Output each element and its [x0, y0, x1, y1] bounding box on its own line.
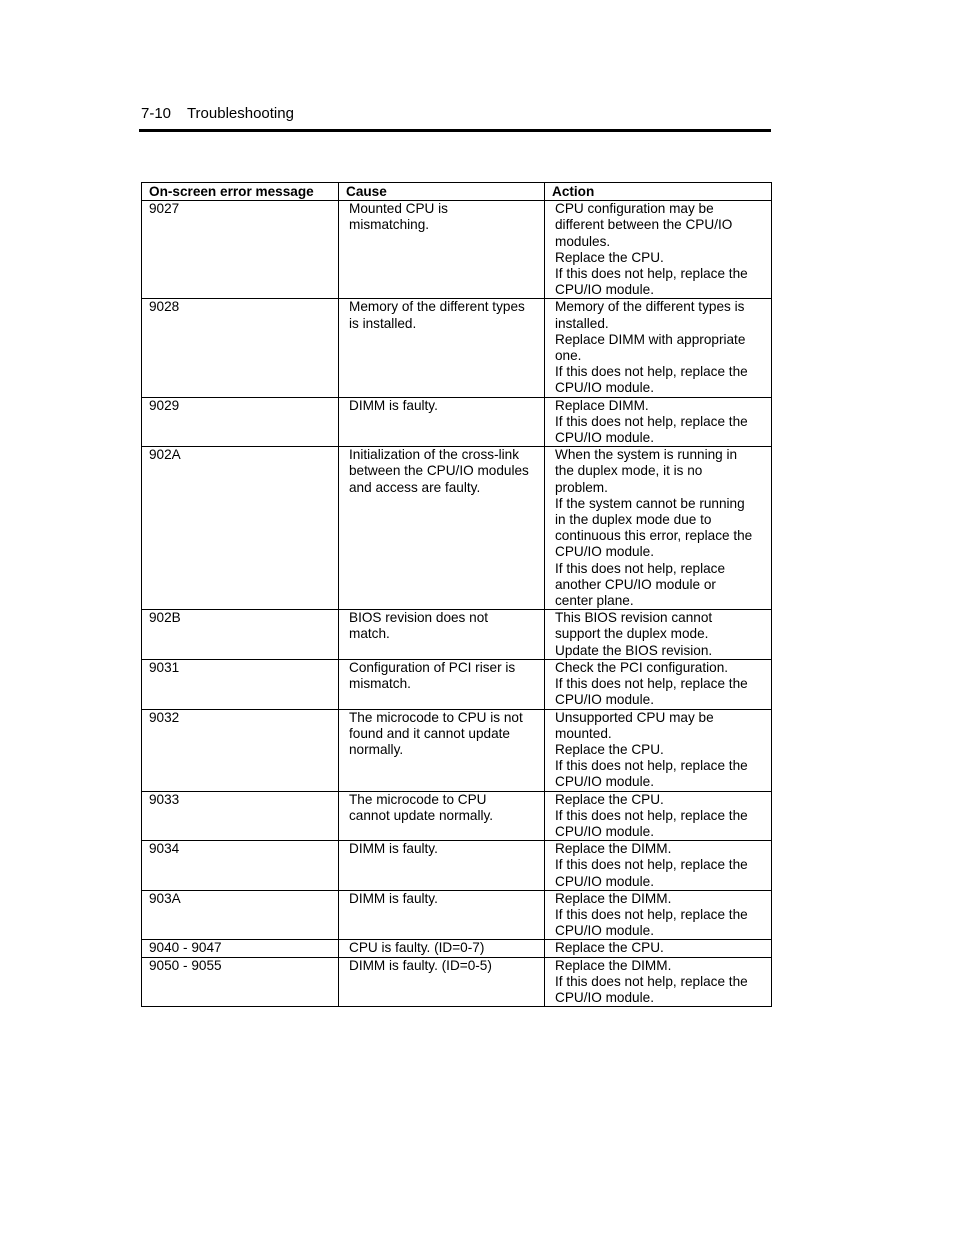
- column-header-action: Action: [545, 183, 772, 201]
- table-row: [142, 709, 772, 791]
- action-cell: Replace the DIMM. If this does not help, replace the CPU/IO module.: [545, 957, 772, 1007]
- table-row: [142, 610, 772, 660]
- action-cell: This BIOS revision cannot support the duplex mode. Update the BIOS revision.: [545, 610, 772, 660]
- cause-cell: DIMM is faulty.: [339, 841, 545, 891]
- column-header-message: On-screen error message: [142, 183, 339, 201]
- action-cell: Replace the CPU.: [545, 940, 772, 957]
- table-header-row: [142, 183, 772, 201]
- error-code-cell: 903A: [142, 890, 339, 940]
- page-number: 7-10: [141, 105, 172, 122]
- cause-cell: Mounted CPU is mismatching.: [339, 201, 545, 299]
- error-code-cell: 902B: [142, 610, 339, 660]
- table-row: [142, 447, 772, 610]
- table-row: [142, 397, 772, 447]
- cause-cell: DIMM is faulty.: [339, 397, 545, 447]
- cause-cell: BIOS revision does not match.: [339, 610, 545, 660]
- table-row: [142, 940, 772, 957]
- action-cell: Check the PCI configuration. If this does not help, replace the CPU/IO module.: [545, 659, 772, 709]
- error-code-cell: 9040 - 9047: [142, 940, 339, 957]
- column-header-cause: Cause: [339, 183, 545, 201]
- error-code-cell: 902A: [142, 447, 339, 610]
- table-row: [142, 659, 772, 709]
- header-rule: [139, 129, 771, 132]
- table-row: [142, 791, 772, 841]
- cause-cell: DIMM is faulty.: [339, 890, 545, 940]
- action-cell: Replace the DIMM. If this does not help, replace the CPU/IO module.: [545, 841, 772, 891]
- page-header: [141, 104, 294, 124]
- error-code-cell: 9028: [142, 299, 339, 397]
- table-row: [142, 890, 772, 940]
- table-row: [142, 201, 772, 299]
- error-code-cell: 9032: [142, 709, 339, 791]
- cause-cell: The microcode to CPU is not found and it cannot update normally.: [339, 709, 545, 791]
- action-cell: Replace DIMM. If this does not help, replace the CPU/IO module.: [545, 397, 772, 447]
- action-cell: Unsupported CPU may be mounted. Replace the CPU. If this does not help, replace the CPU/IO module.: [545, 709, 772, 791]
- error-code-cell: 9050 - 9055: [142, 957, 339, 1007]
- error-code-cell: 9029: [142, 397, 339, 447]
- table-row: [142, 841, 772, 891]
- action-cell: When the system is running in the duplex mode, it is no problem. If the system cannot be running in the duplex mode due to continuous this error, replace the CPU/IO module. If this does not help, replace another CPU/IO module or center plane.: [545, 447, 772, 610]
- error-code-cell: 9034: [142, 841, 339, 891]
- cause-cell: Configuration of PCI riser is mismatch.: [339, 659, 545, 709]
- action-cell: Replace the CPU. If this does not help, replace the CPU/IO module.: [545, 791, 772, 841]
- cause-cell: CPU is faulty. (ID=0-7): [339, 940, 545, 957]
- action-cell: Replace the DIMM. If this does not help, replace the CPU/IO module.: [545, 890, 772, 940]
- action-cell: Memory of the different types is installed. Replace DIMM with appropriate one. If this does not help, replace the CPU/IO module.: [545, 299, 772, 397]
- cause-cell: The microcode to CPU cannot update normally.: [339, 791, 545, 841]
- cause-cell: Memory of the different types is installed.: [339, 299, 545, 397]
- action-cell: CPU configuration may be different between the CPU/IO modules. Replace the CPU. If this does not help, replace the CPU/IO module.: [545, 201, 772, 299]
- error-message-table: [141, 182, 772, 1007]
- section-title: Troubleshooting: [186, 105, 294, 122]
- table-row: [142, 957, 772, 1007]
- table-row: [142, 299, 772, 397]
- cause-cell: Initialization of the cross-link between the CPU/IO modules and access are faulty.: [339, 447, 545, 610]
- error-code-cell: 9033: [142, 791, 339, 841]
- cause-cell: DIMM is faulty. (ID=0-5): [339, 957, 545, 1007]
- error-code-cell: 9031: [142, 659, 339, 709]
- error-code-cell: 9027: [142, 201, 339, 299]
